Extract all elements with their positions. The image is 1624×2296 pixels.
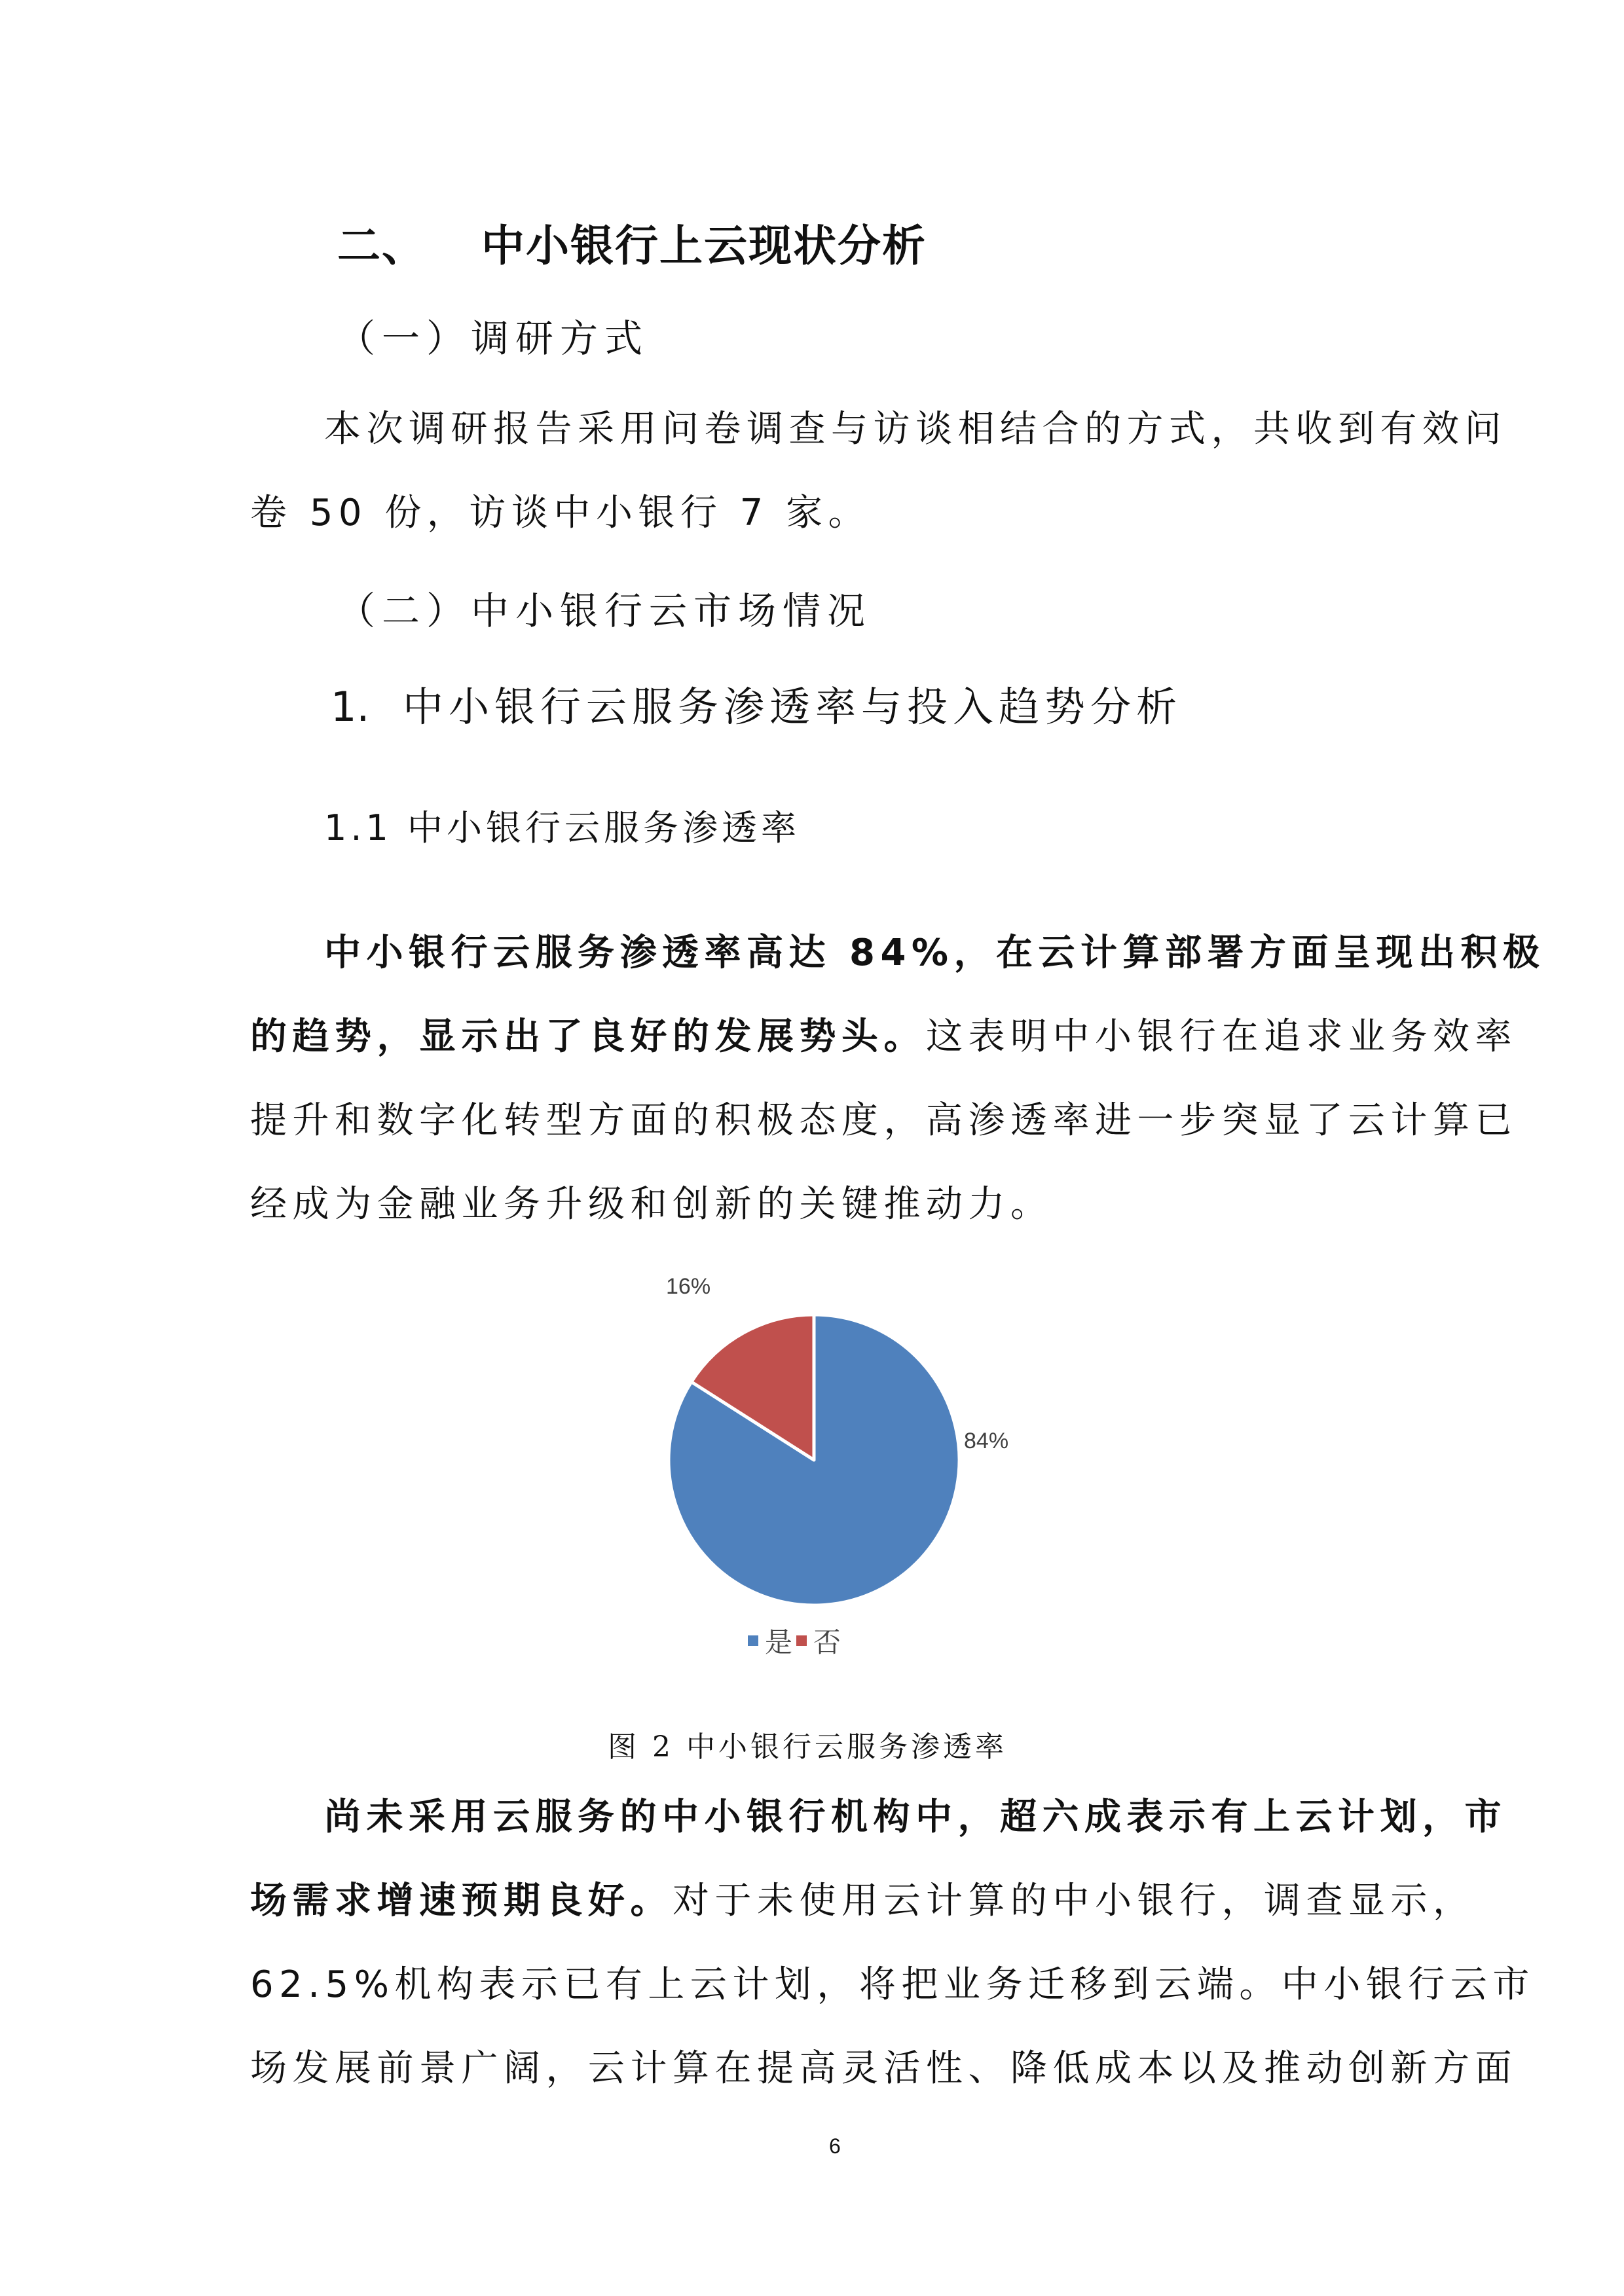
paragraph-penetration-line-3: 提升和数字化转型方面的积极态度，高渗透率进一步突显了云计算已 bbox=[250, 1099, 1517, 1142]
figure-caption: 图 2 中小银行云服务渗透率 bbox=[608, 1730, 1007, 1764]
paragraph-penetration-line-2-rest: 这表明中小银行在追求业务效率 bbox=[926, 1015, 1517, 1058]
paragraph-penetration-line-1: 中小银行云服务渗透率高达 84%，在云计算部署方面呈现出积极 bbox=[324, 932, 1545, 974]
paragraph-future-line-1: 尚未采用云服务的中小银行机构中，超六成表示有上云计划，市 bbox=[324, 1796, 1507, 1838]
paragraph-future-line-2-rest: 对于未使用云计算的中小银行，调查显示， bbox=[673, 1880, 1475, 1922]
paragraph-penetration-line-4: 经成为金融业务升级和创新的关键推动力。 bbox=[250, 1183, 1053, 1226]
section-heading bbox=[337, 211, 927, 273]
heading-penetration-rate: 1.1 中小银行云服务渗透率 bbox=[324, 807, 801, 848]
paragraph-penetration-line-2-bold: 的趋势，显示出了良好的发展势头。 bbox=[250, 1015, 926, 1058]
pie-chart-penetration bbox=[622, 1257, 1080, 1676]
pie-label-yes: 84% bbox=[964, 1429, 1009, 1453]
paragraph-survey-line-1: 本次调研报告采用问卷调查与访谈相结合的方式，共收到有效问 bbox=[324, 408, 1507, 450]
legend-label-no: 否 bbox=[813, 1626, 841, 1658]
chart-legend bbox=[748, 1621, 845, 1660]
legend-label-yes: 是 bbox=[765, 1626, 793, 1658]
paragraph-future-line-2 bbox=[250, 1859, 1475, 1943]
page-number: 6 bbox=[829, 2134, 841, 2158]
section-title: 中小银行上云现状分析 bbox=[481, 221, 927, 271]
legend-item-yes bbox=[748, 1621, 792, 1660]
legend-swatch-no-icon bbox=[796, 1635, 807, 1646]
heading-title: 中小银行云服务渗透率与投入趋势分析 bbox=[403, 683, 1183, 731]
paragraph-future-line-3: 62.5%机构表示已有上云计划，将把业务迁移到云端。中小银行云市 bbox=[250, 1963, 1535, 2006]
paragraph-penetration-line-2 bbox=[250, 995, 1517, 1079]
paragraph-survey-line-2: 卷 50 份，访谈中小银行 7 家。 bbox=[250, 492, 871, 534]
subsection-title-market: （二）中小银行云市场情况 bbox=[337, 589, 872, 633]
pie-label-no: 16% bbox=[666, 1274, 711, 1299]
legend-swatch-yes-icon bbox=[748, 1635, 758, 1646]
heading-number: 1. bbox=[331, 683, 370, 731]
section-number: 二、 bbox=[337, 221, 426, 271]
legend-item-no bbox=[796, 1621, 841, 1660]
paragraph-future-line-4: 场发展前景广阔，云计算在提高灵活性、降低成本以及推动创新方面 bbox=[250, 2047, 1517, 2090]
heading-penetration-trend bbox=[331, 674, 1182, 733]
subsection-title-survey-method: （一）调研方式 bbox=[337, 316, 650, 361]
paragraph-future-line-2-bold: 场需求增速预期良好。 bbox=[250, 1880, 673, 1922]
